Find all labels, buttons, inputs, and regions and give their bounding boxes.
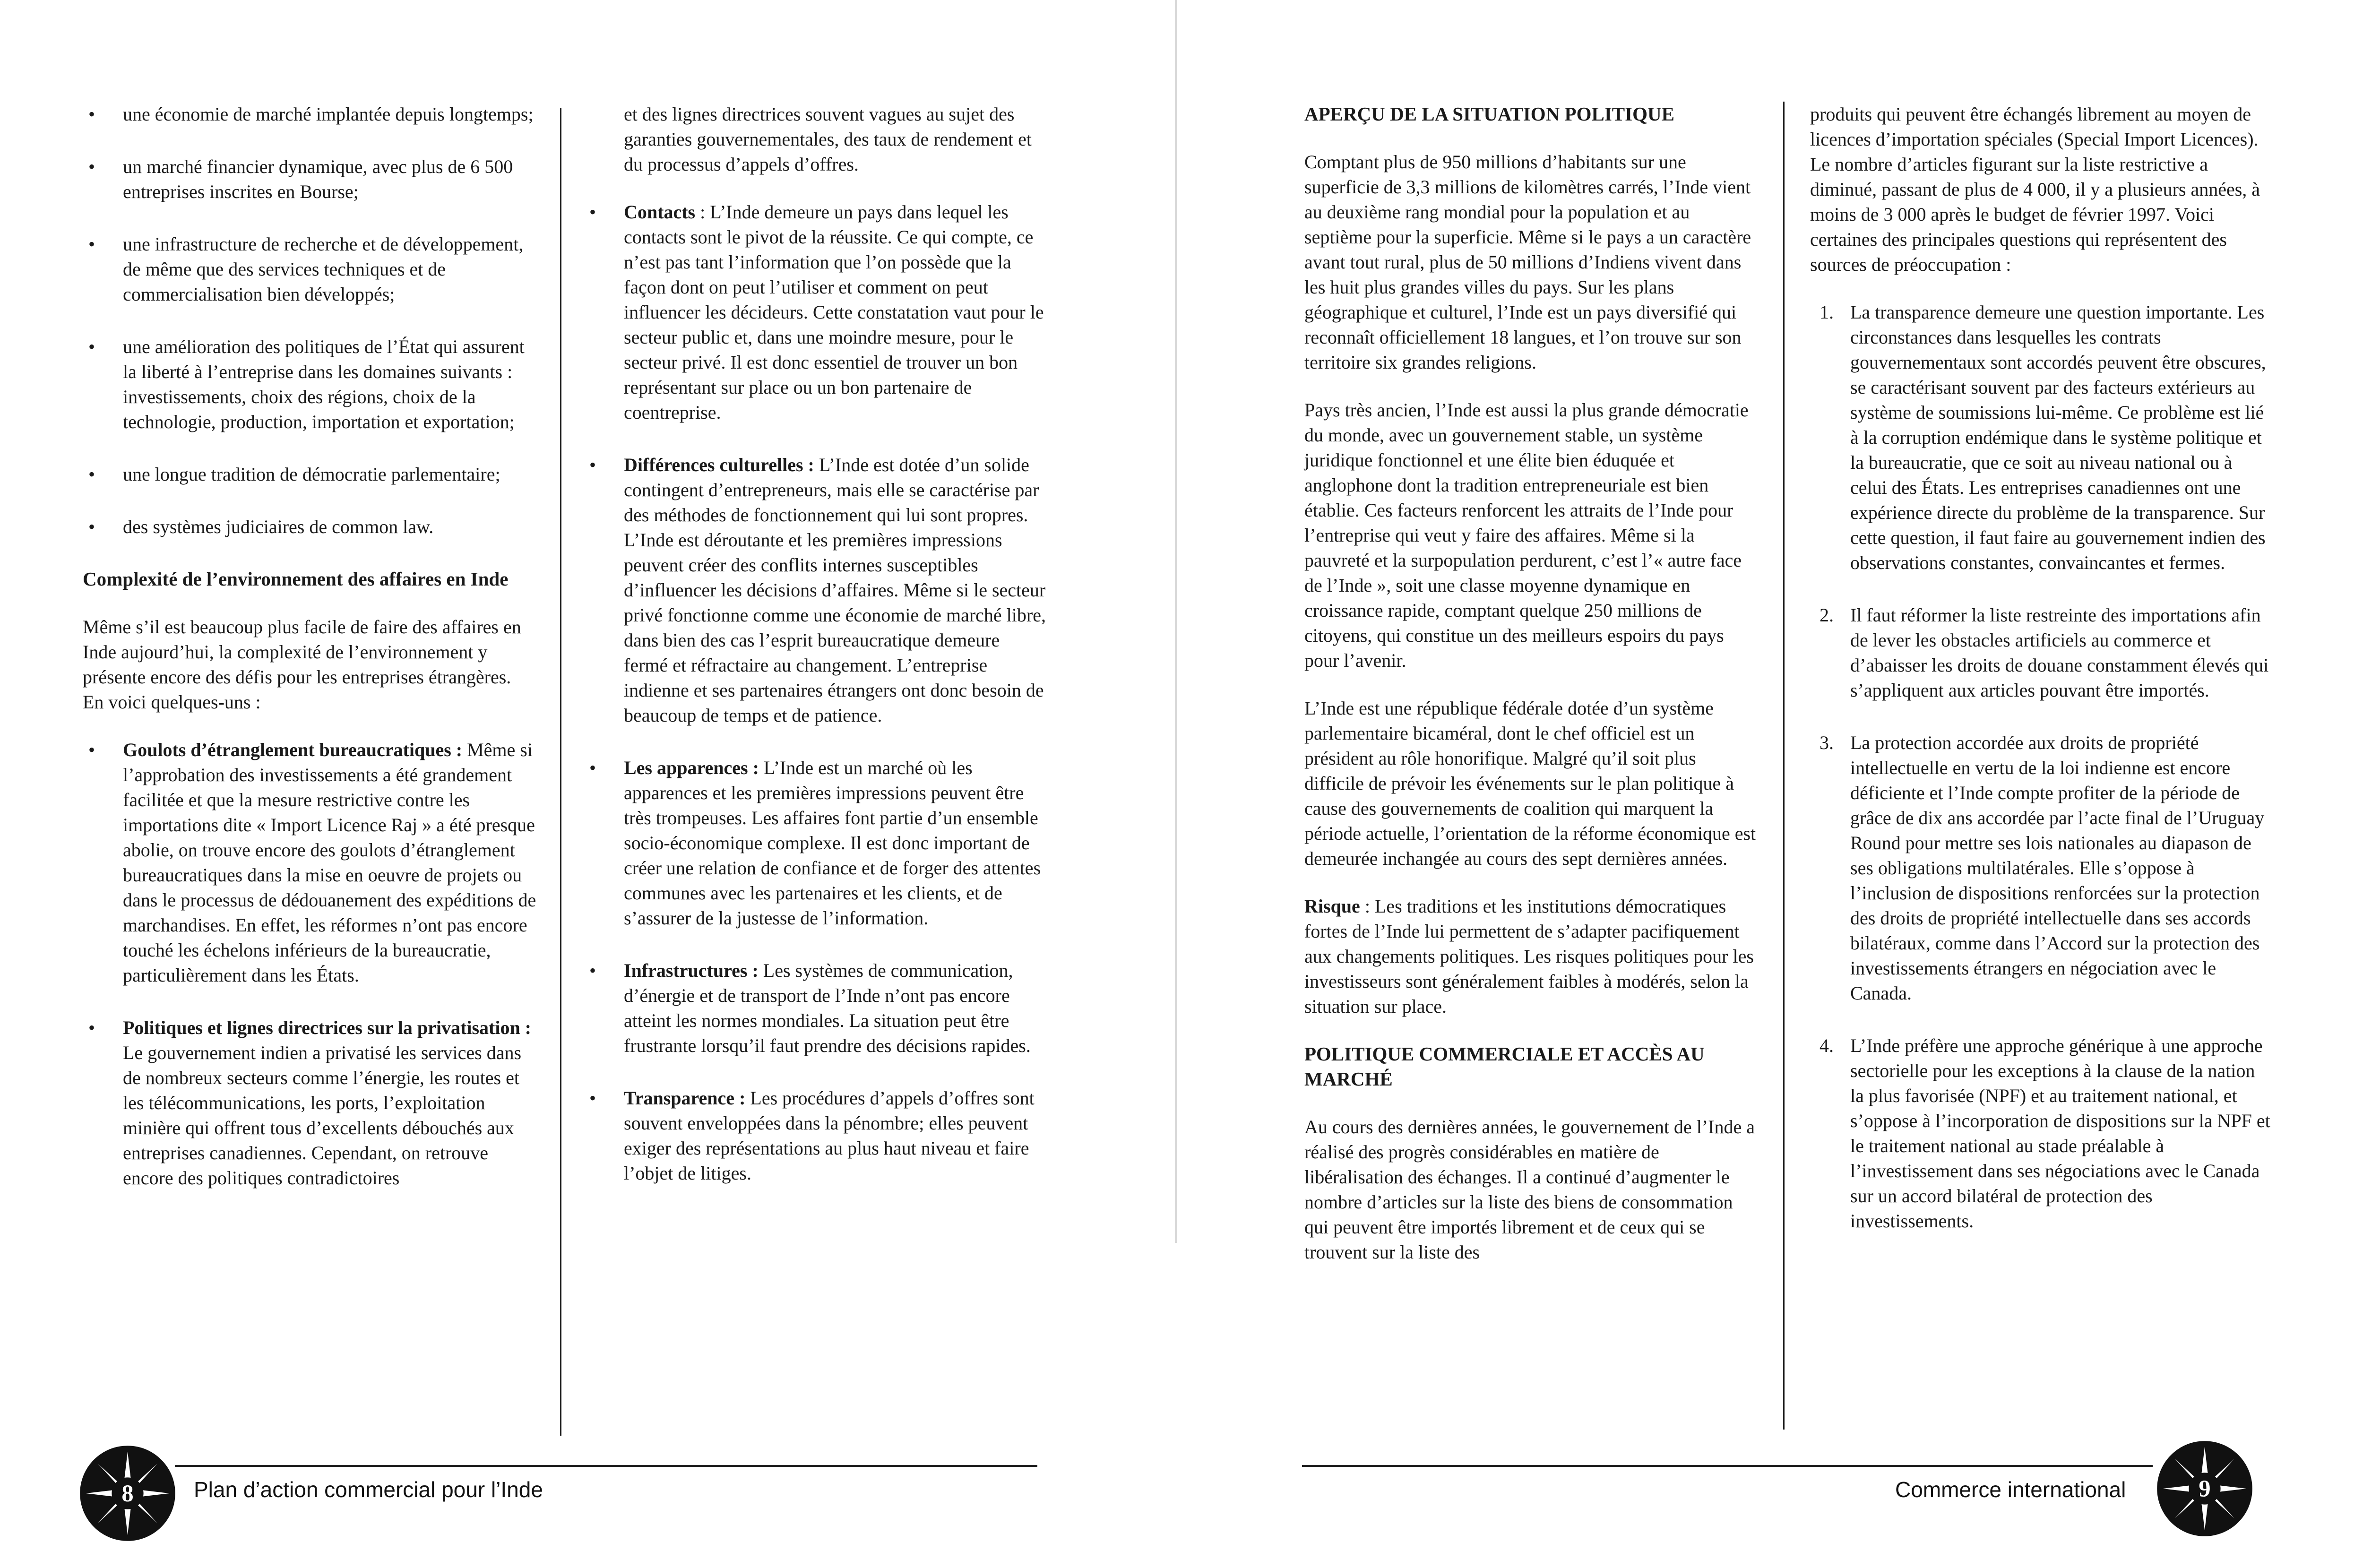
item-number: 1.: [1820, 302, 1834, 323]
item-text: L’Inde est un marché où les apparences et les premières impressions peuvent être très trompeuses. Les affaires font partie d’un ensemble socio-économique complexe. Il est donc important de créer une relation de confiance et de forger des attentes communes avec les partenaires et les clients, et de s’assurer de la justesse de l’information.: [624, 757, 1041, 929]
page-number: 8: [121, 1480, 134, 1507]
section-heading: Complexité de l’environnement des affaires en Inde: [83, 568, 509, 590]
item-term: Les apparences :: [624, 757, 759, 778]
list-item: • une économie de marché implantée depuis longtemps;: [83, 102, 536, 127]
left-page-column-2: [584, 102, 1047, 1213]
item-number: 4.: [1820, 1035, 1834, 1056]
paragraph: Pays très ancien, l’Inde est aussi la plus grande démocratie du monde, avec un gouvernement stable, un système juridique fonctionnel et une élite bien éduquée et anglophone dont la tradition entrepreneuriale est bien établie. Ces facteurs renforcent les attraits de l’Inde pour l’entreprise qui veut y faire des affaires. Même si la pauvreté et la surpopulation perdurent, c’est l’« autre face de l’Inde », soit une classe moyenne dynamique en croissance rapide, comptant quelque 250 millions de citoyens, qui constitue un des meilleurs espoirs du pays pour l’avenir.: [1304, 399, 1749, 671]
section-heading: APERÇU DE LA SITUATION POLITIQUE: [1304, 103, 1674, 125]
item-number: 2.: [1820, 604, 1834, 626]
intro-paragraph: Même s’il est beaucoup plus facile de faire des affaires en Inde aujourd’hui, la complexité de l’environnement y présente encore des défis pour les entreprises étrangères. En voici quelques-uns :: [83, 616, 521, 713]
continued-paragraph: produits qui peuvent être échangés librement au moyen de licences d’importation spéciales (Special Import Licences). Le nombre d’articles figurant sur la liste restrictive a diminué, passant de plus de 4 000, il y a plusieurs années, à moins de 3 000 après le budget de février 1997. Voici certaines des principales questions qui représentent des sources de préoccupation :: [1810, 103, 2260, 275]
list-item: [83, 737, 536, 988]
list-item: [584, 958, 1047, 1058]
list-item: • une amélioration des politiques de l’État qui assurent la liberté à l’entreprise dans les domaines suivants : investissements, choix des régions, choix de la technologie, production, importation et exportation;: [83, 334, 536, 434]
risk-paragraph: [1304, 894, 1758, 1019]
item-term: Différences culturelles :: [624, 454, 814, 475]
item-term: Goulots d’étranglement bureaucratiques :: [123, 739, 463, 760]
item-term: Infrastructures :: [624, 960, 759, 981]
challenges-list-continued: [584, 199, 1047, 1186]
footer-rule: [175, 1465, 1037, 1467]
item-text: Les systèmes de communication, d’énergie et de transport de l’Inde n’ont pas encore atteint les normes mondiales. La situation peut être frustrante lorsqu’il faut prendre des décisions rapides.: [624, 960, 1031, 1056]
footer-title: Commerce international: [1895, 1477, 2126, 1502]
right-page-column-2: [1810, 102, 2271, 1261]
right-page-column-1: [1304, 102, 1758, 1287]
column-divider: [1783, 102, 1785, 1430]
page-spine: [1175, 0, 1177, 1243]
strengths-list: [83, 102, 536, 539]
paragraph: Comptant plus de 950 millions d’habitants sur une superficie de 3,3 millions de kilomètres carrés, l’Inde vient au deuxième rang mondial pour la population et au septième pour la superficie. Même si le pays a un caractère avant tout rural, plus de 50 millions d’Indiens vivent dans les huit plus grandes villes du pays. Sur les plans géographique et culturel, l’Inde est un pays diversifié qui reconnaît officiellement 18 langues, et l’on trouve sur son territoire six grandes religions.: [1304, 151, 1751, 373]
item-number: 3.: [1820, 732, 1834, 753]
list-item: • des systèmes judiciaires de common law.: [83, 514, 536, 539]
item-text: L’Inde est dotée d’un solide contingent d’entrepreneurs, mais elle se caractérise par des méthodes de fonctionnement qui lui sont propres. L’Inde est déroutante et les premières impressions peuvent créer des conflits internes susceptibles d’influencer les décisions d’affaires. Même si le secteur privé fonctionne comme une économie de marché libre, dans bien des cas l’esprit bureaucratique demeure fermé et réfractaire au changement. L’entreprise indienne et ses partenaires étrangers ont donc besoin de beaucoup de temps et de patience.: [624, 454, 1046, 726]
risk-term: Risque: [1304, 896, 1360, 917]
item-text: L’Inde préfère une approche générique à une approche sectorielle pour les exceptions à la clause de la nation la plus favorisée (NPF) et au traitement national, et s’oppose à l’incorporation de dispositions sur la NPF et le traitement national au stade préalable à l’investissement dans ses négociations avec le Canada sur un accord bilatéral de protection des investissements.: [1850, 1035, 2270, 1232]
left-page-column-1: [83, 102, 536, 1218]
continued-paragraph: et des lignes directrices souvent vagues au sujet des garanties gouvernementales, des taux de rendement et du processus d’appels d’offres.: [624, 103, 1032, 175]
item-term: Contacts: [624, 201, 696, 223]
item-term: Politiques et lignes directrices sur la privatisation :: [123, 1017, 532, 1038]
list-item: [1810, 1033, 2271, 1233]
list-item: • une infrastructure de recherche et de développement, de même que des services techniques et de commercialisation bien développés;: [83, 232, 536, 307]
footer-title: Plan d’action commercial pour l’Inde: [194, 1477, 543, 1502]
list-item: • un marché financier dynamique, avec plus de 6 500 entreprises inscrites en Bourse;: [83, 154, 536, 204]
footer-rule: [1302, 1465, 2153, 1467]
paragraph: Au cours des dernières années, le gouvernement de l’Inde a réalisé des progrès considérables en matière de libéralisation des échanges. Il a continué d’augmenter le nombre d’articles sur la liste des biens de consommation qui peuvent être importés librement et de ceux qui se trouvent sur la liste des: [1304, 1116, 1755, 1263]
item-text: Les procédures d’appels d’offres sont souvent enveloppées dans la pénombre; elles peuvent exiger des représentations au plus haut niveau et faire l’objet de litiges.: [624, 1087, 1035, 1184]
list-item: [584, 1086, 1047, 1186]
list-item: [83, 1015, 536, 1190]
item-text: Même si l’approbation des investissements a été grandement facilitée et que la mesure restrictive contre les importations dite « Import Licence Raj » a été presque abolie, on trouve encore des goulots d’étranglement bureaucratiques dans la mise en oeuvre de projets ou dans le processus de dédouanement des expéditions de marchandises. En effet, les réformes n’ont pas encore touché les échelons inférieurs de la bureaucratie, particulièrement dans les États.: [123, 739, 536, 986]
paragraph: L’Inde est une république fédérale dotée d’un système parlementaire bicaméral, dont le chef officiel est un président au rôle honorifique. Malgré qu’il soit plus difficile de prévoir les événements sur le plan politique à cause des gouvernements de coalition qui marquent la période actuelle, l’orientation de la réforme économique est demeurée inchangée au cours des sept dernières années.: [1304, 698, 1756, 869]
item-text: Le gouvernement indien a privatisé les services dans de nombreux secteurs comme l’énergie, les routes et les télécommunications, les ports, l’exploitation minière qui offrent tous d’excellents débouchés aux entreprises canadiennes. Cependant, on retrouve encore des politiques contradictoires: [123, 1042, 522, 1189]
item-text: La protection accordée aux droits de propriété intellectuelle en vertu de la loi indienne est encore déficiente et l’Inde compte profiter de la période de grâce de dix ans accordée par l’acte final de l’Uruguay Round pour mettre ses lois nationales au diapason de ses obligations multilatérales. Elle s’oppose à l’inclusion de dispositions renforcées sur la protection des droits de propriété intellectuelle dans ses accords bilatéraux, comme dans l’Accord sur la protection des investissements étrangers en négociation avec le Canada.: [1850, 732, 2265, 1004]
item-text: La transparence demeure une question importante. Les circonstances dans lesquelles les contrats gouvernementaux sont accordés peuvent être obscures, se caractérisant souvent par des facteurs extérieurs au système de soumissions lui-même. Ce problème est lié à la corruption endémique dans le système politique et la bureaucratie, que ce soit au niveau national ou à celui des États. Les entreprises canadiennes ont une expérience directe du problème de la transparence. Sur cette question, il faut faire au gouvernement indien des observations constantes, convaincantes et fermes.: [1850, 302, 2266, 573]
list-item: [584, 755, 1047, 930]
page-number: 9: [2199, 1475, 2211, 1502]
compass-emblem-icon: [2155, 1439, 2254, 1538]
item-term: Transparence :: [624, 1087, 746, 1109]
item-text: : L’Inde demeure un pays dans lequel les contacts sont le pivot de la réussite. Ce qui compte, ce n’est pas tant l’information que l’on possède que la façon dont on peut l’utiliser et comment on peut influencer les décideurs. Cette constatation vaut pour le secteur public et, dans une moindre mesure, pour le secteur privé. Il est donc essentiel de trouver un bon représentant sur place ou un bon partenaire de coentreprise.: [624, 201, 1044, 423]
section-heading: POLITIQUE COMMERCIALE ET ACCÈS AU MARCHÉ: [1304, 1043, 1705, 1090]
list-item: [1810, 300, 2271, 575]
compass-emblem-icon: [78, 1444, 177, 1543]
risk-text: : Les traditions et les institutions démocratiques fortes de l’Inde lui permettent de s’adapter pacifiquement aux changements politiques. Les risques politiques pour les investisseurs sont généralement faibles à modérés, selon la situation sur place.: [1304, 896, 1754, 1017]
concerns-list: [1810, 300, 2271, 1233]
challenges-list: [83, 737, 536, 1190]
item-text: Il faut réformer la liste restreinte des importations afin de lever les obstacles artificiels au commerce et d’abaisser les droits de douane constamment élevés qui s’appliquent aux articles pouvant être importés.: [1850, 604, 2269, 701]
list-item: [584, 452, 1047, 728]
list-item: [1810, 603, 2271, 703]
list-item: [584, 199, 1047, 425]
column-divider: [560, 108, 561, 1436]
list-item: • une longue tradition de démocratie parlementaire;: [83, 462, 536, 487]
list-item: [1810, 730, 2271, 1006]
